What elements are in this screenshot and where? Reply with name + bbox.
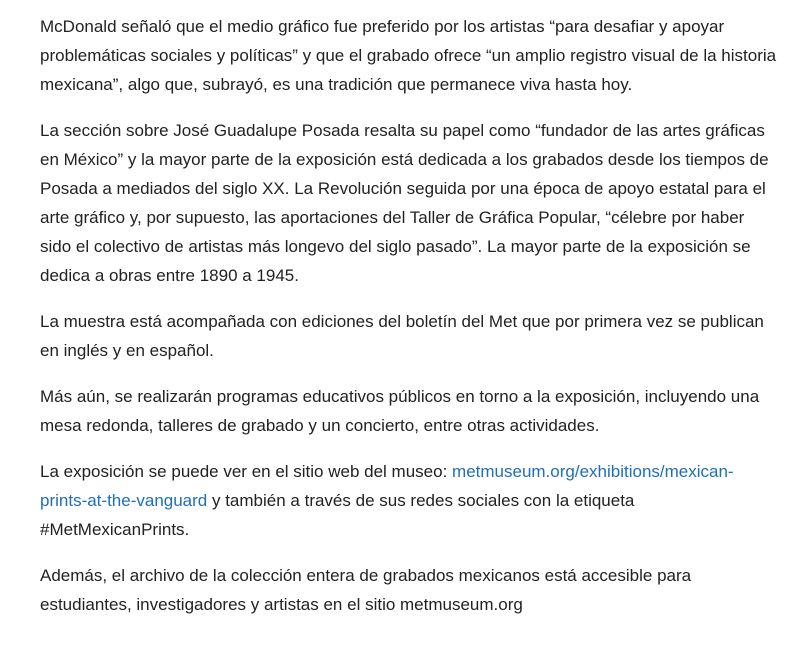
paragraph-bulletin: La muestra está acompañada con ediciones del boletín del Met que por primera vez se publican en inglés y en español. [40, 312, 764, 360]
website-text-before: La exposición se puede ver en el sitio web del museo: [40, 462, 453, 481]
exhibition-link[interactable]: metmuseum.org/exhibitions/mexican-prints-at-the-vanguard [40, 462, 734, 510]
paragraph-archive: Además, el archivo de la colección entera de grabados mexicanos está accesible para estudiantes, investigadores y artistas en el sitio metmuseum.org [40, 566, 692, 614]
paragraph-educational-programs: Más aún, se realizarán programas educativos públicos en torno a la exposición, incluyendo una mesa redonda, talleres de grabado y un concierto, entre otras actividades. [40, 387, 760, 435]
website-text-after: y también a través de sus redes sociales con la etiqueta #MetMexicanPrints. [40, 491, 635, 539]
paragraph-website [40, 457, 780, 544]
paragraph-mcdonald-quote: McDonald señaló que el medio gráfico fue preferido por los artistas “para desafiar y apoyar problemáticas sociales y políticas” y que el grabado ofrece “un amplio registro visual de la historia mexicana”, algo que, subrayó, es una tradición que permanece viva hasta hoy. [40, 17, 777, 94]
paragraph-posada-section: La sección sobre José Guadalupe Posada resalta su papel como “fundador de las artes gráficas en México” y la mayor parte de la exposición está dedicada a los grabados desde los tiempos de Posada a mediados del siglo XX. La Revolución seguida por una época de apoyo estatal para el arte gráfico y, por supuesto, las aportaciones del Taller de Gráfica Popular, “célebre por haber sido el colectivo de artistas más longevo del siglo pasado”. La mayor parte de la exposición se dedica a obras entre 1890 a 1945. [40, 121, 769, 285]
